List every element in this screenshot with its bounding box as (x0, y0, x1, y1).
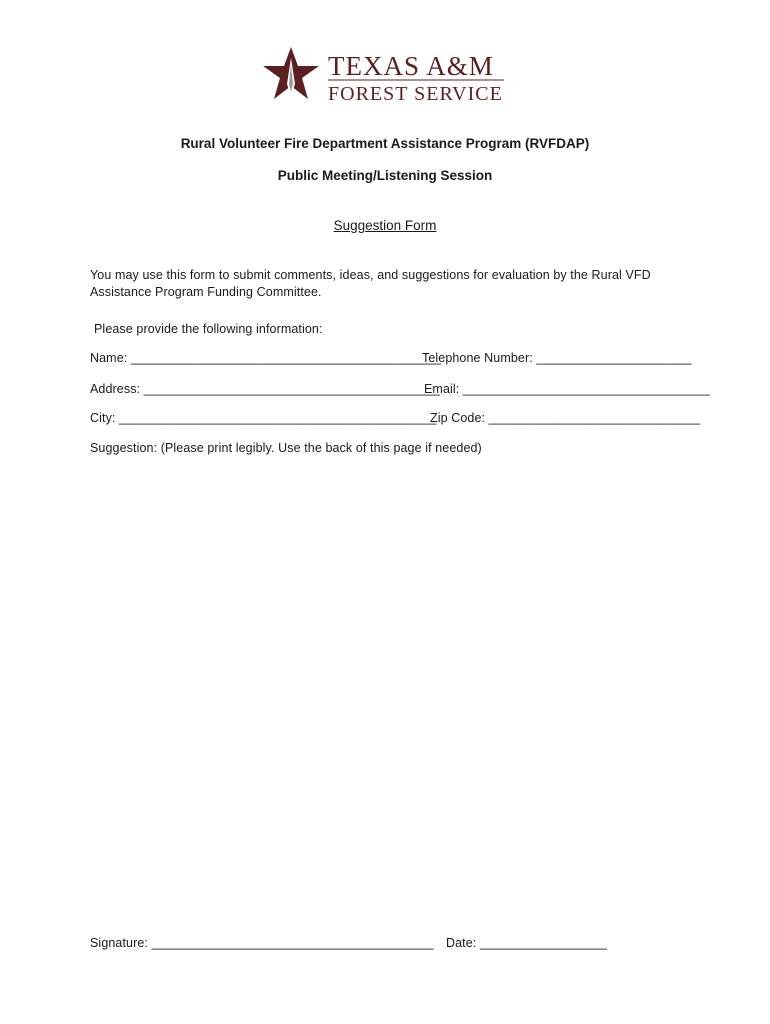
logo-line1: TEXAS A&M (328, 51, 494, 81)
date-field[interactable]: Date: __________________ (446, 936, 607, 950)
logo-line2: FOREST SERVICE (328, 83, 503, 105)
form-title: Suggestion Form (333, 218, 437, 233)
signature-field[interactable]: Signature: ________________________________________ (90, 936, 434, 950)
document-subtitle: Public Meeting/Listening Session (277, 168, 493, 183)
intro-line-2: Assistance Program Funding Committee. (90, 285, 322, 299)
email-field[interactable]: Email: ___________________________________ (424, 382, 710, 396)
provide-info-label: Please provide the following information: (94, 322, 323, 336)
intro-line-1: You may use this form to submit comments, ideas, and suggestions for evaluation by the Rural VFD (90, 268, 651, 282)
address-field[interactable]: Address: __________________________________________ (90, 382, 440, 396)
suggestion-area[interactable] (90, 462, 680, 922)
document-title: Rural Volunteer Fire Department Assistance Program (RVFDAP) (180, 136, 590, 151)
telephone-field[interactable]: Telephone Number: ______________________ (422, 351, 692, 365)
zip-code-field[interactable]: Zip Code: ______________________________ (430, 411, 701, 425)
city-field[interactable]: City: _____________________________________________ (90, 411, 437, 425)
texas-am-forest-service-logo (262, 44, 510, 106)
suggestion-label: Suggestion: (Please print legibly. Use the back of this page if needed) (90, 441, 482, 455)
star-arrowhead-icon (263, 47, 319, 99)
name-field[interactable]: Name: ____________________________________________ (90, 351, 442, 365)
